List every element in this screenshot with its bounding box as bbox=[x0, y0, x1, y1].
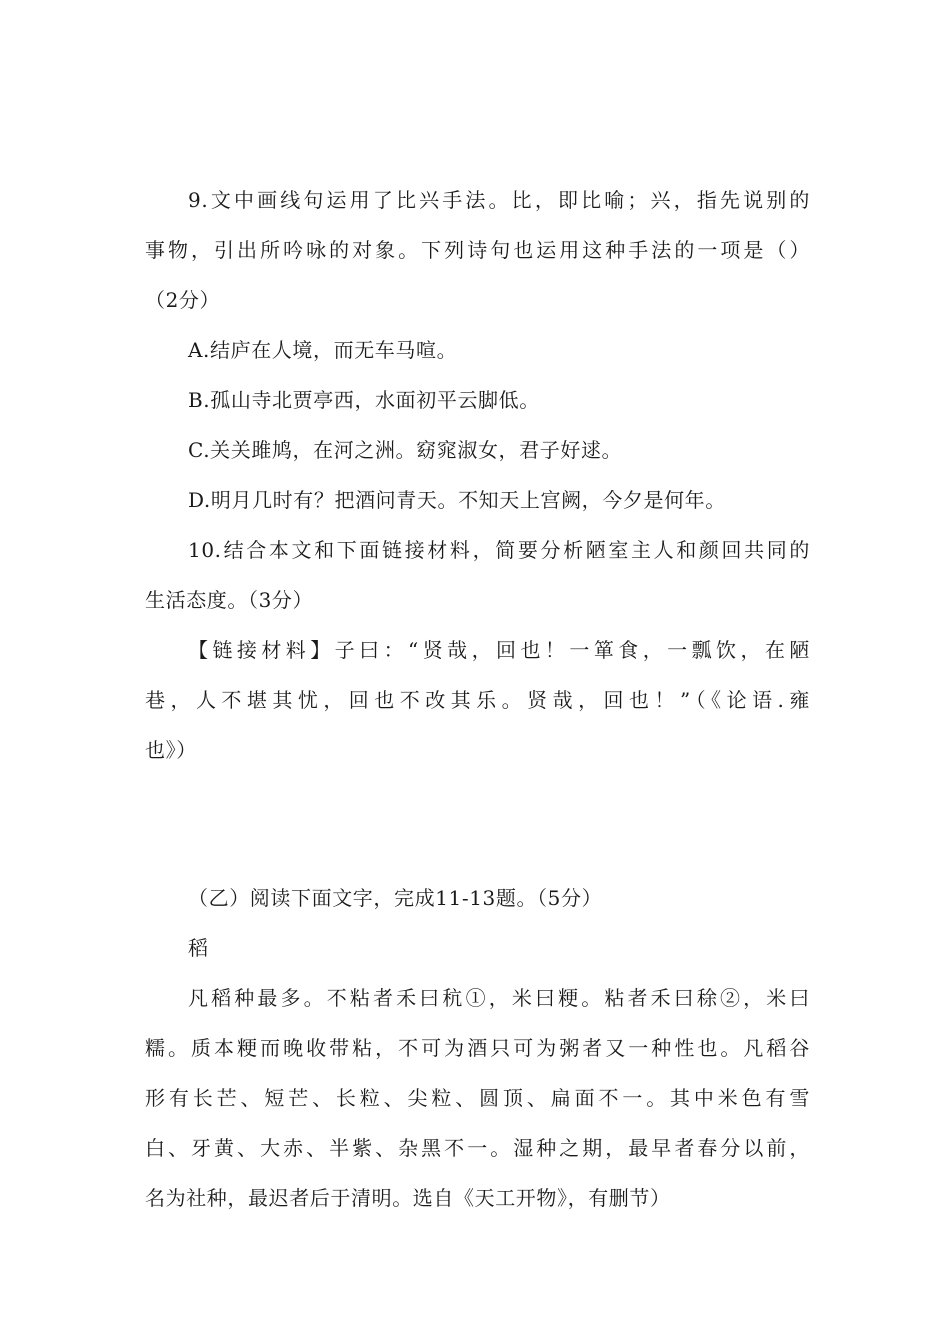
q10-material-line-3: 也》） bbox=[145, 738, 197, 762]
passage-line-3: 形有长芒、短芒、长粒、尖粒、圆顶、扁面不一。其中米色有雪 bbox=[145, 1086, 810, 1110]
q9-option-b: B.孤山寺北贾亭西，水面初平云脚低。 bbox=[188, 388, 540, 412]
q10-stem-line-2: 生活态度。（3分） bbox=[145, 588, 314, 612]
q10-material-line-1: 【链接材料】子曰：“贤哉，回也！一箪食，一瓢饮，在陋 bbox=[188, 638, 810, 662]
q9-stem-line-2: 事物，引出所吟咏的对象。下列诗句也运用这种手法的一项是（） bbox=[145, 238, 810, 262]
q9-option-d: D.明月几时有？把酒问青天。不知天上宫阙，今夕是何年。 bbox=[188, 488, 726, 512]
q9-score: （2分） bbox=[145, 288, 221, 312]
q10-stem-line-1: 10.结合本文和下面链接材料，简要分析陋室主人和颜回共同的 bbox=[188, 538, 810, 562]
q9-stem-line-1: 9.文中画线句运用了比兴手法。比，即比喻；兴，指先说别的 bbox=[188, 188, 810, 212]
q9-option-a: A.结庐在人境，而无车马喧。 bbox=[188, 338, 458, 362]
passage-line-1: 凡稻种最多。不粘者禾曰秔①，米曰粳。粘者禾曰稌②，米曰 bbox=[188, 986, 810, 1010]
q9-option-c: C.关关雎鸠，在河之洲。窈窕淑女，君子好逑。 bbox=[188, 438, 623, 462]
section-b-heading: （乙）阅读下面文字，完成11-13题。（5分） bbox=[188, 886, 603, 910]
passage-line-5: 名为社种，最迟者后于清明。选自《天工开物》，有删节） bbox=[145, 1186, 671, 1210]
passage-line-2: 糯。质本粳而晚收带粘，不可为酒只可为粥者又一种性也。凡稻谷 bbox=[145, 1036, 810, 1060]
q10-material-line-2: 巷，人不堪其忧，回也不改其乐。贤哉，回也！”（《论语.雍 bbox=[145, 688, 810, 712]
passage-line-4: 白、牙黄、大赤、半紫、杂黑不一。湿种之期，最早者春分以前， bbox=[145, 1136, 810, 1160]
passage-title: 稻 bbox=[188, 936, 209, 960]
